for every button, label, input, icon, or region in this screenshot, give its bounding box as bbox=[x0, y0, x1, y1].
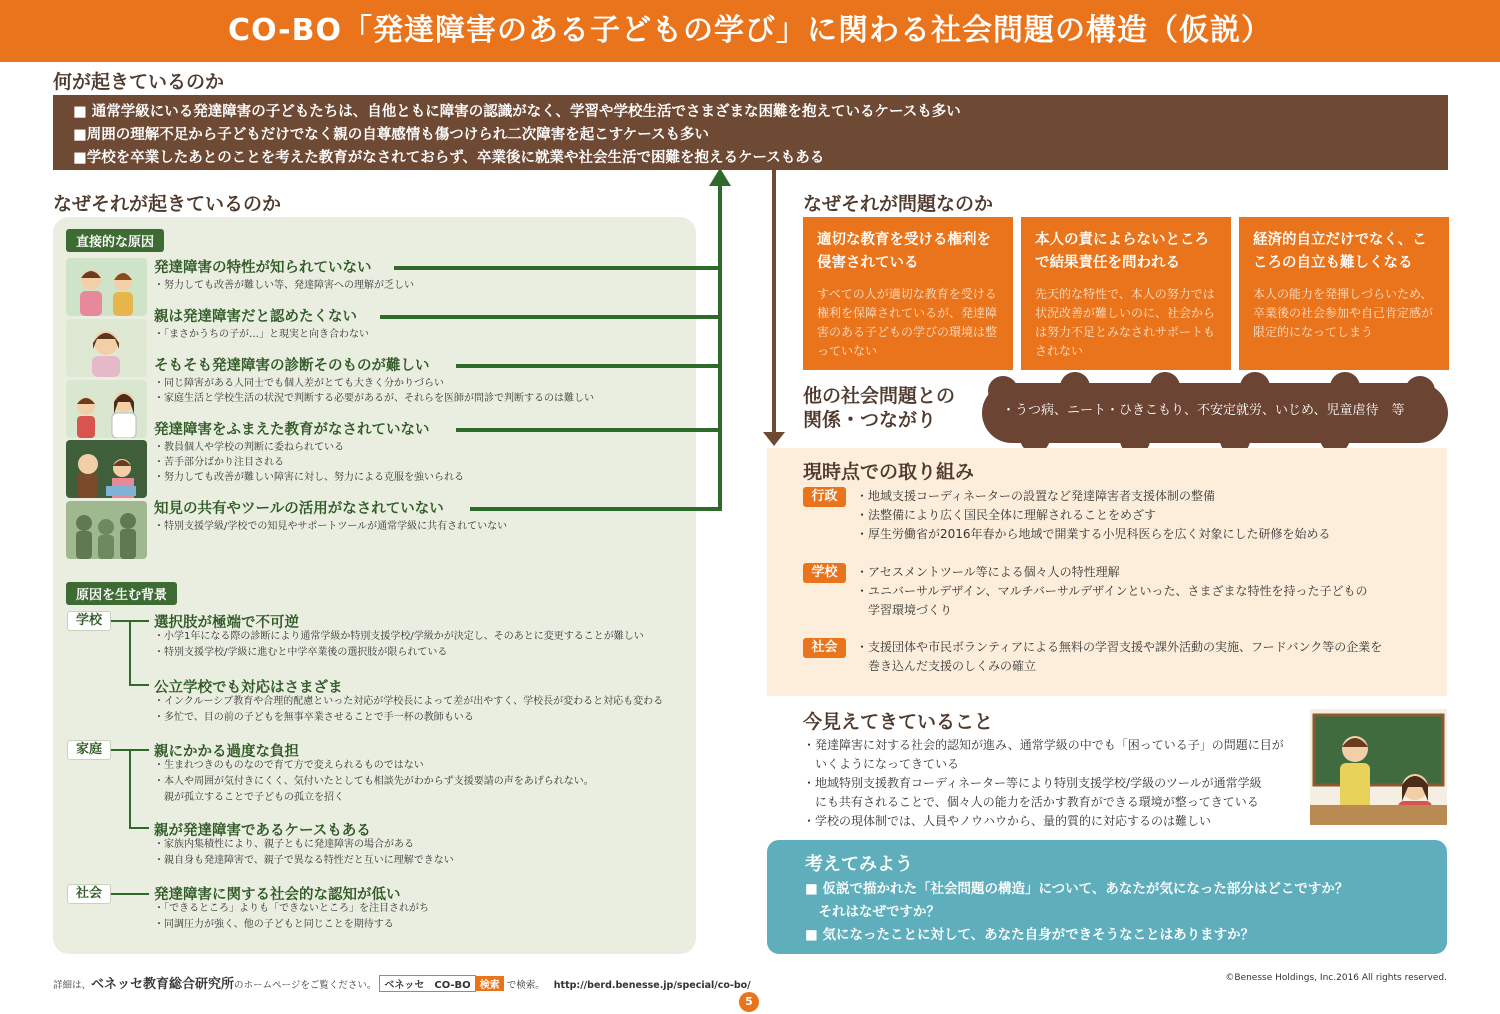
tree-branch bbox=[111, 893, 149, 895]
think-line: ■ 仮説で描かれた「社会問題の構造」について、あなたが気になった部分はどこですか？ bbox=[805, 881, 1349, 897]
now-seen-line: ・学校の現体制では、人員やノウハウから、量的質的に対応するのは難しい bbox=[803, 814, 1212, 828]
action-line: ・厚生労働省が2016年春から地域で開業する小児科医らを広く対象にした研修を始める bbox=[856, 527, 1331, 541]
cause-title: 親は発達障害だと認めたくない bbox=[154, 309, 357, 325]
illustration-parent-child bbox=[66, 258, 147, 316]
action-line: ・ユニバーサルデザイン、マルチバーサルデザインといった、さまざまな特性を持った子どもの bbox=[856, 584, 1368, 598]
problem-card bbox=[1021, 217, 1231, 370]
tree-branch bbox=[129, 620, 149, 686]
bg-title: 選択肢が極端で不可逆 bbox=[154, 615, 299, 631]
cause-bullet: ・家庭生活と学校生活の状況で判断する必要があるが、それらを医師が問診で判断するのは難しい bbox=[154, 393, 594, 404]
cause-title: そもそも発達障害の診断そのものが難しい bbox=[154, 358, 430, 374]
bg-bullet: ・小学1年になる際の診断により通常学級か特別支援学校/学級かが決定し、そのあとに変更することが難しい bbox=[154, 631, 644, 642]
bg-title: 親が発達障害であるケースもある bbox=[154, 823, 371, 839]
connector-line bbox=[470, 507, 722, 511]
illustration-classroom bbox=[1310, 709, 1447, 825]
illustration-worried-mother bbox=[66, 319, 147, 377]
think-title: 考えてみよう bbox=[805, 854, 913, 875]
connector-line bbox=[380, 315, 722, 319]
problem-card-text: すべての人が適切な教育を受ける権利を保障されているが、発達障害のある子どもの学びの環境は整っていない bbox=[817, 287, 998, 358]
bg-bullet: ・同調圧力が強く、他の子どもと同じことを期待する bbox=[154, 919, 394, 930]
cause-item bbox=[154, 258, 684, 293]
problem-card-title: 適切な教育を受ける権利を侵害されている bbox=[817, 232, 991, 271]
tree-branch bbox=[111, 620, 130, 622]
relations-title-line: 他の社会問題との bbox=[803, 385, 956, 407]
downward-arrow-head bbox=[763, 432, 785, 446]
bg-title: 公立学校でも対応はさまざま bbox=[154, 680, 343, 696]
action-lines bbox=[856, 638, 1382, 676]
relations-title bbox=[803, 384, 955, 432]
action-tag-society: 社会 bbox=[803, 638, 846, 658]
action-lines bbox=[856, 487, 1331, 544]
now-seen-line: にも共有されることで、個々人の能力を活かす教育ができる環境が整ってきている bbox=[803, 795, 1259, 809]
cause-bullet: ・「まさかうちの子が…」と現実と向き合わない bbox=[154, 329, 369, 340]
footer-url[interactable]: http://berd.benesse.jp/special/co-bo/ bbox=[553, 980, 751, 991]
bg-tag-school: 学校 bbox=[67, 611, 111, 631]
bg-bullet: ・インクルーシブ教育や合理的配慮といった対応が学校長によって差が出やすく、学校長が変わると対応も変わる bbox=[154, 696, 664, 707]
cause-item bbox=[154, 307, 684, 342]
relations-cloud: ・うつ病、ニート・ひきこもり、不安定就労、いじめ、児童虐待 等 bbox=[982, 383, 1448, 443]
bg-tag-society: 社会 bbox=[67, 884, 111, 904]
bg-bullet: ・特別支援学校/学級に進むと中学卒業後の選択肢が限られている bbox=[154, 647, 448, 658]
bg-title: 発達障害に関する社会的な認知が低い bbox=[154, 887, 401, 903]
connector-line bbox=[394, 266, 722, 270]
think-box bbox=[767, 840, 1447, 954]
action-line: ・地域支援コーディネーターの設置など発達障害者支援体制の整備 bbox=[856, 489, 1216, 503]
problem-card-title: 経済的自立だけでなく、こころの自立も難しくなる bbox=[1253, 232, 1427, 271]
action-line: ・法整備により広く国民全体に理解されることをめざす bbox=[856, 508, 1157, 522]
cause-bullet: ・特別支援学級/学校での知見やサポートツールが通常学級に共有されていない bbox=[154, 521, 508, 532]
bg-bullet: ・多忙で、目の前の子どもを無事卒業させることで手一杯の教師もいる bbox=[154, 712, 474, 723]
problem-card bbox=[1239, 217, 1449, 370]
illustration-teacher-students bbox=[66, 440, 147, 498]
now-seen-title: 今見えてきていること bbox=[803, 711, 994, 733]
bg-title: 親にかかる過度な負担 bbox=[154, 744, 299, 760]
think-line: ■ 気になったことに対して、あなた自身ができそうなことはありますか？ bbox=[805, 927, 1255, 943]
why-happening-title: なぜそれが起きているのか bbox=[53, 193, 282, 215]
footer-left bbox=[53, 973, 751, 992]
cause-bullet: ・努力しても改善が難しい等、発達障害への理解が乏しい bbox=[154, 280, 414, 291]
bg-bullet: ・「できるところ」よりも「できないところ」を注目されがち bbox=[154, 903, 429, 914]
now-seen-line: ・発達障害に対する社会的認知が進み、通常学級の中でも「困っている子」の問題に目が bbox=[803, 738, 1284, 752]
bg-bullet: ・親自身も発達障害で、親子で異なる特性だと互いに理解できない bbox=[154, 855, 454, 866]
page-number: 5 bbox=[739, 992, 759, 1012]
problem-card-title: 本人の責によらないところで結果責任を問われる bbox=[1035, 232, 1209, 271]
action-line: ・支援団体や市民ボランティアによる無料の学習支援や課外活動の実施、フードバンク等の企業を bbox=[856, 640, 1383, 654]
tree-branch bbox=[129, 749, 149, 829]
illustration-group-silhouettes bbox=[66, 501, 147, 559]
cause-title: 発達障害の特性が知られていない bbox=[154, 260, 372, 276]
what-title: 何が起きているのか bbox=[53, 71, 225, 93]
upward-arrow-shaft bbox=[718, 182, 722, 511]
copyright: ©Benesse Holdings, Inc.2016 All rights reserved. bbox=[1225, 973, 1447, 983]
action-tag-government: 行政 bbox=[803, 487, 846, 507]
bg-bullet: ・家族内集積性により、親子ともに発達障害の場合がある bbox=[154, 839, 414, 850]
page-header: CO-BO「発達障害のある子どもの学び」に関わる社会問題の構造（仮説） bbox=[0, 0, 1500, 62]
relations-title-line: 関係・つながり bbox=[803, 409, 937, 431]
bg-bullet: ・本人や周囲が気付きにくく、気付いたとしても相談先がわからず支援要請の声をあげられない。 bbox=[154, 776, 594, 787]
problem-card-text: 先天的な特性で、本人の努力では状況改善が難しいのに、社会からは努力不足とみなされサポートもされない bbox=[1035, 287, 1216, 358]
direct-cause-label: 直接的な原因 bbox=[66, 229, 164, 252]
action-lines bbox=[856, 563, 1367, 620]
search-button[interactable]: 検索 bbox=[476, 976, 504, 991]
bg-bullets bbox=[154, 758, 594, 806]
cause-title: 知見の共有やツールの活用がなされていない bbox=[154, 501, 444, 517]
bg-bullets bbox=[154, 694, 663, 726]
upward-arrow-head bbox=[709, 168, 731, 186]
cause-item bbox=[154, 499, 684, 534]
action-line: 巻き込んだ支援のしくみの確立 bbox=[856, 659, 1037, 673]
bg-tag-home: 家庭 bbox=[67, 740, 111, 760]
action-line: 学習環境づくり bbox=[856, 603, 953, 617]
cause-title: 発達障害をふまえた教育がなされていない bbox=[154, 422, 430, 438]
now-seen-lines bbox=[803, 736, 1284, 831]
now-seen-line: ・地域特別支援教育コーディネーター等により特別支援学校/学級のツールが通常学級 bbox=[803, 776, 1262, 790]
cause-bullet: ・同じ障害がある人同士でも個人差がとても大きく分かりづらい bbox=[154, 378, 444, 389]
bg-bullets bbox=[154, 629, 644, 661]
what-line: ■学校を卒業したあとのことを考えた教育がなされておらず、卒業後に就業や社会生活で困難を抱えるケースもある bbox=[73, 150, 825, 166]
now-seen-line: いくようになってきている bbox=[803, 757, 960, 771]
cause-bullet: ・努力しても改善が難しい障害に対し、努力による克服を強いられる bbox=[154, 472, 464, 483]
background-label: 原因を生む背景 bbox=[66, 582, 177, 605]
problem-card-text: 本人の能力を発揮しづらいため、卒業後の社会参加や自己肯定感が限定的になってしまう bbox=[1253, 287, 1434, 339]
problem-card bbox=[803, 217, 1013, 370]
bg-bullets bbox=[154, 901, 429, 933]
cause-bullet: ・教員個人や学校の判断に委ねられている bbox=[154, 442, 344, 453]
search-box[interactable] bbox=[379, 975, 475, 992]
connector-line bbox=[456, 428, 722, 432]
tree-branch bbox=[111, 749, 130, 751]
cause-bullet: ・苦手部分ばかり注目される bbox=[154, 457, 284, 468]
connector-line bbox=[456, 364, 722, 368]
footer-suffix: で検索。 bbox=[506, 980, 545, 991]
actions-title: 現時点での取り組み bbox=[803, 461, 975, 483]
illustration-doctor bbox=[66, 380, 147, 438]
why-problem-title: なぜそれが問題なのか bbox=[803, 193, 994, 215]
what-line: ■周囲の理解不足から子どもだけでなく親の自尊感情も傷つけられ二次障害を起こすケースも多い bbox=[73, 127, 710, 143]
bg-bullet: ・生まれつきのものなので育て方で変えられるものではない bbox=[154, 760, 424, 771]
what-box bbox=[53, 95, 1448, 170]
what-line: ■ 通常学級にいる発達障害の子どもたちは、自他ともに障害の認識がなく、学習や学校生活でさまざまな困難を抱えているケースも多い bbox=[73, 104, 961, 120]
bg-bullets bbox=[154, 837, 454, 869]
think-line: それはなぜですか？ bbox=[805, 904, 940, 920]
footer-mid: のホームページをご覧ください。 bbox=[234, 980, 377, 991]
search-box-text: ベネッセ CO-BO bbox=[384, 980, 471, 991]
think-lines bbox=[805, 878, 1348, 947]
footer-prefix: 詳細は、 bbox=[53, 980, 92, 991]
action-tag-school: 学校 bbox=[803, 563, 846, 583]
downward-arrow-shaft bbox=[772, 170, 776, 436]
footer-brand: ベネッセ教育総合研究所 bbox=[91, 977, 235, 992]
bg-bullet: 親が孤立することで子どもの孤立を招く bbox=[154, 792, 344, 803]
action-line: ・アセスメントツール等による個々人の特性理解 bbox=[856, 565, 1120, 579]
